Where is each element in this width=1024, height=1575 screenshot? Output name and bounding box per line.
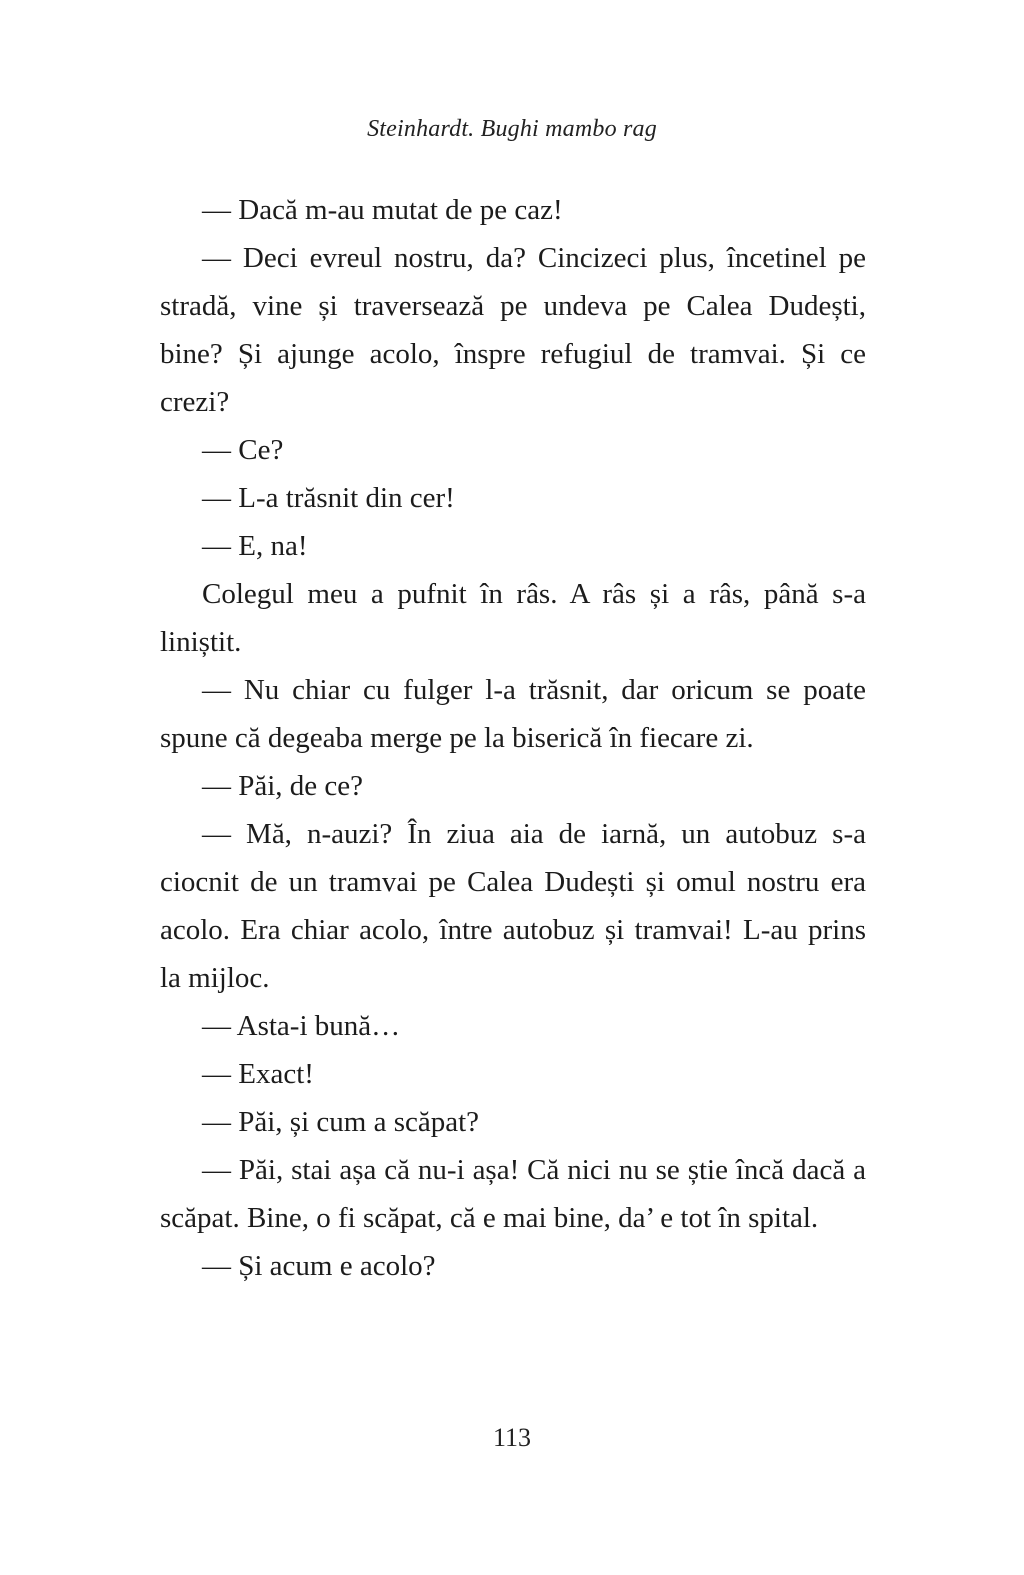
paragraph: — Păi, stai așa că nu-i așa! Că nici nu se știe încă dacă a scăpat. Bine, o fi scăpat, că e mai bine, da’ e tot în spital. bbox=[160, 1154, 866, 1234]
page-number: 113 bbox=[492, 1423, 532, 1452]
paragraph: — Mă, n-auzi? În ziua aia de iarnă, un autobuz s-a ciocnit de un tramvai pe Calea Dudești și omul nostru era acolo. Era chiar acolo, între autobuz și tramvai! L-au prins la mijloc. bbox=[160, 818, 866, 994]
paragraph: — Asta-i bună… bbox=[202, 1010, 401, 1042]
paragraph: — Nu chiar cu fulger l-a trăsnit, dar oricum se poate spune că degeaba merge pe la biserică în fiecare zi. bbox=[160, 674, 866, 754]
paragraph: Colegul meu a pufnit în râs. A râs și a râs, până s-a liniștit. bbox=[160, 578, 866, 658]
paragraph: — Deci evreul nostru, da? Cincizeci plus, încetinel pe stradă, vine și traversează pe undeva pe Calea Dudești, bine? Și ajunge acolo, înspre refugiul de tramvai. Și ce crezi? bbox=[160, 242, 866, 418]
paragraph: — Dacă m-au mutat de pe caz! bbox=[202, 194, 563, 226]
paragraph: — Exact! bbox=[202, 1058, 314, 1090]
body-text bbox=[160, 186, 866, 1290]
paragraph: — Păi, și cum a scăpat? bbox=[202, 1106, 480, 1138]
paragraph: — L-a trăsnit din cer! bbox=[202, 482, 455, 514]
paragraph: — E, na! bbox=[202, 530, 308, 562]
running-head: Steinhardt. Bughi mambo rag bbox=[367, 116, 657, 142]
paragraph: — Păi, de ce? bbox=[202, 770, 364, 802]
paragraph: — Ce? bbox=[202, 434, 284, 466]
paragraph: — Și acum e acolo? bbox=[202, 1250, 436, 1282]
